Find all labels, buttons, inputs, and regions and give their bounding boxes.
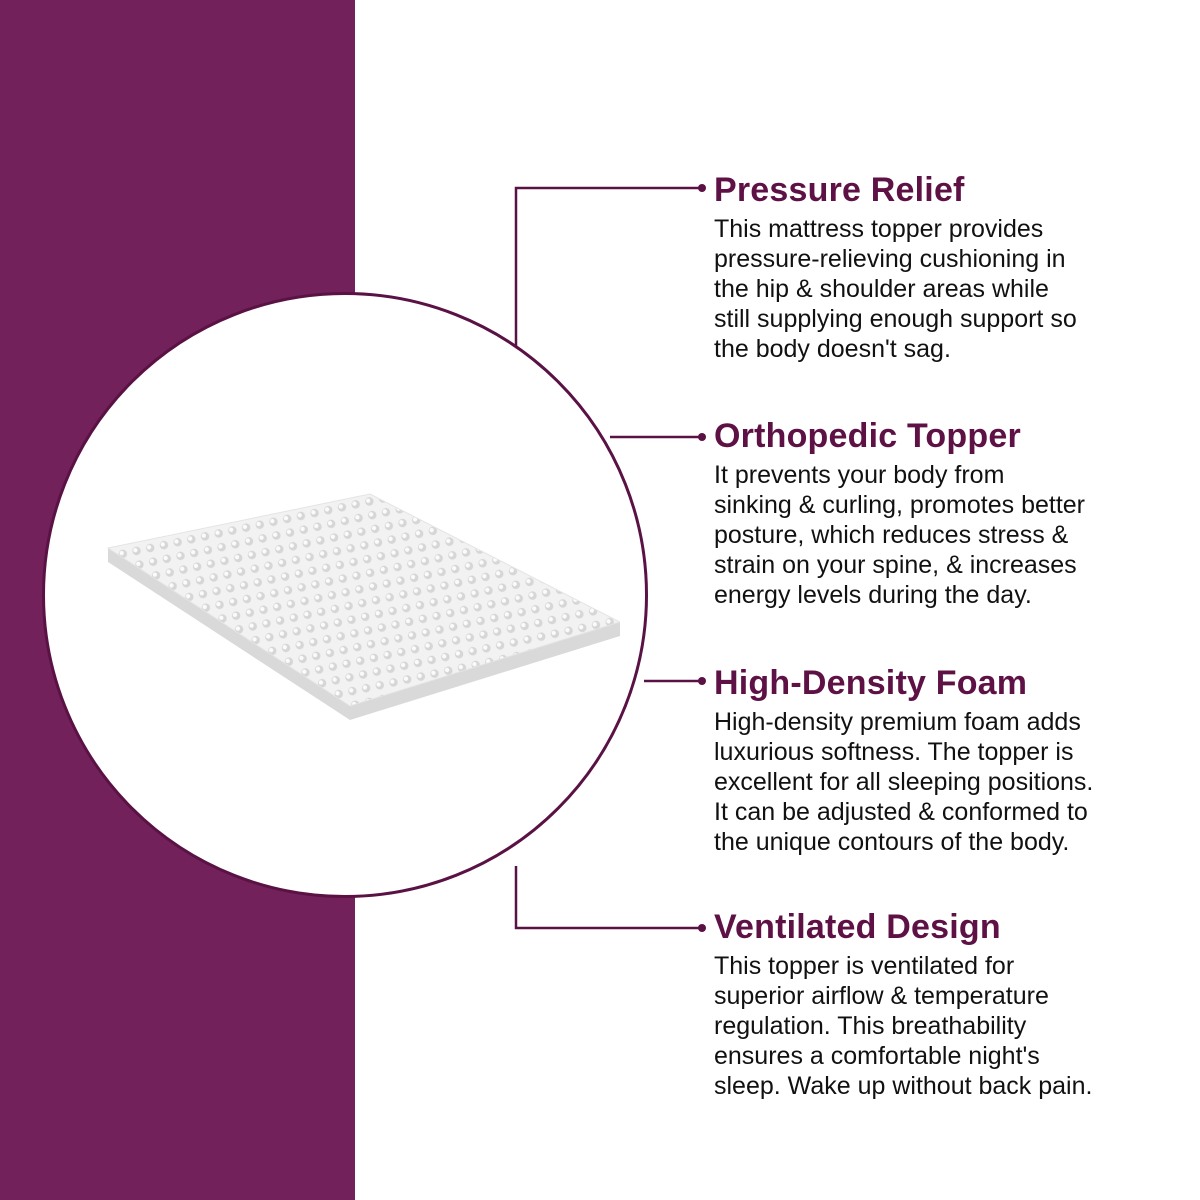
feature-title: Orthopedic Topper: [714, 417, 1021, 455]
feature-orthopedic-topper: [714, 416, 1184, 610]
feature-line: the unique contours of the body.: [714, 828, 1070, 856]
feature-line: sleep. Wake up without back pain.: [714, 1072, 1093, 1100]
feature-line: superior airflow & temperature: [714, 982, 1049, 1010]
feature-line: pressure-relieving cushioning in: [714, 245, 1066, 273]
feature-title: Ventilated Design: [714, 908, 1001, 946]
feature-line: still supplying enough support so: [714, 305, 1077, 333]
feature-line: regulation. This breathability: [714, 1012, 1027, 1040]
feature-high-density-foam: [714, 663, 1184, 857]
feature-description: [714, 214, 1184, 364]
feature-line: excellent for all sleeping positions.: [714, 768, 1094, 796]
feature-line: This mattress topper provides: [714, 215, 1044, 243]
feature-line: posture, which reduces stress &: [714, 521, 1069, 549]
feature-line: This topper is ventilated for: [714, 952, 1015, 980]
feature-line: sinking & curling, promotes better: [714, 491, 1086, 519]
feature-line: It can be adjusted & conformed to: [714, 798, 1088, 826]
feature-ventilated-design: [714, 907, 1184, 1101]
feature-description: [714, 951, 1184, 1101]
feature-description: [714, 460, 1184, 610]
feature-title: High-Density Foam: [714, 664, 1028, 702]
feature-line: It prevents your body from: [714, 461, 1005, 489]
feature-line: ensures a comfortable night's: [714, 1042, 1040, 1070]
feature-line: strain on your spine, & increases: [714, 551, 1077, 579]
feature-line: High-density premium foam adds: [714, 708, 1081, 736]
feature-line: the body doesn't sag.: [714, 335, 951, 363]
feature-line: energy levels during the day.: [714, 581, 1032, 609]
feature-line: the hip & shoulder areas while: [714, 275, 1049, 303]
feature-pressure-relief: [714, 170, 1184, 364]
feature-title: Pressure Relief: [714, 171, 965, 209]
feature-line: luxurious softness. The topper is: [714, 738, 1074, 766]
feature-description: [714, 707, 1184, 857]
